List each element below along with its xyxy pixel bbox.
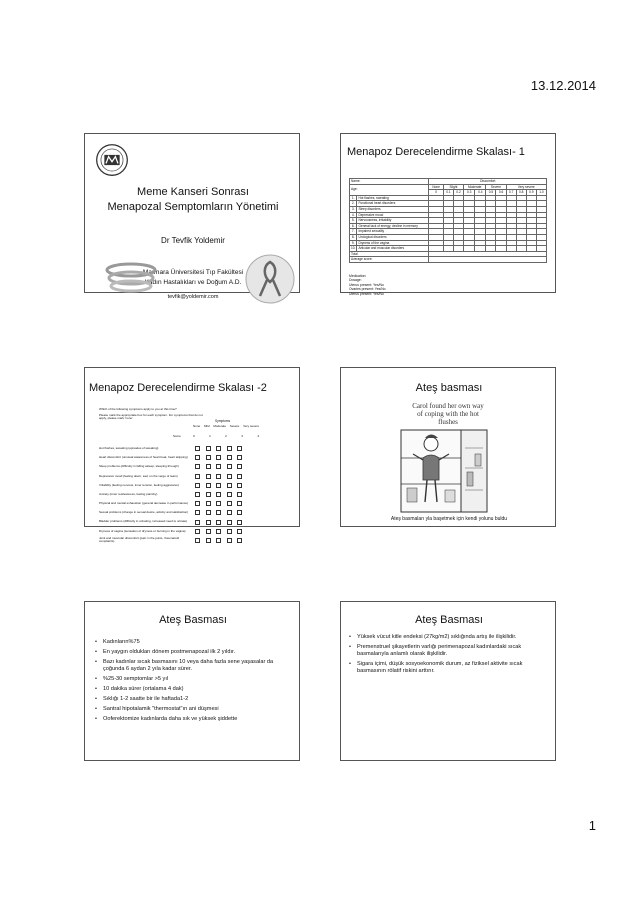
symptom-text: Depressive mood xyxy=(357,212,429,218)
awareness-ribbon-logo xyxy=(243,252,297,306)
slide-4-caption: Ateş basmaları yla başetmek için kendi yolunu buldu xyxy=(390,516,508,522)
answer-checkboxes xyxy=(195,501,242,506)
column-label: Mild xyxy=(203,424,210,428)
slide-1-title xyxy=(84,133,300,300)
symptom-text: Sleep disorders xyxy=(357,206,429,212)
name-label: Name: xyxy=(350,179,429,185)
average-value xyxy=(429,257,547,263)
answer-checkbox[interactable] xyxy=(216,520,221,525)
symptom-number: 5. xyxy=(350,218,357,224)
footer-line: Uterus present: Yes/No xyxy=(349,291,384,296)
question-item-text: Joint and muscular discomfort (pain in the joints, rheumatoid complaints) xyxy=(99,536,180,544)
slide-4-title: Ateş basması xyxy=(415,382,483,394)
score-value: 4 xyxy=(257,434,259,438)
average-label: Average score: xyxy=(350,257,429,263)
answer-checkbox[interactable] xyxy=(237,464,242,469)
print-date: 13.12.2014 xyxy=(530,78,596,93)
question-item-text: Anxiety (inner restlessness, feeling panicky) xyxy=(99,491,158,496)
symptom-number: 10. xyxy=(351,246,356,251)
list-item xyxy=(99,481,265,490)
symptom-text: Hot flashes, sweating xyxy=(357,195,429,201)
scale-value: 1.0 xyxy=(536,190,546,196)
answer-checkbox[interactable] xyxy=(227,510,232,515)
severity-columns xyxy=(193,424,259,428)
answer-checkbox[interactable] xyxy=(206,446,211,451)
scale-value: 0.7 xyxy=(506,190,516,196)
answer-checkboxes xyxy=(195,520,242,525)
answer-checkbox[interactable] xyxy=(206,492,211,497)
slide-6-risk-factors xyxy=(340,601,556,761)
answer-checkbox[interactable] xyxy=(195,510,200,515)
slide-1-title-text xyxy=(85,185,301,215)
answer-checkboxes xyxy=(195,446,242,451)
answer-checkbox[interactable] xyxy=(237,474,242,479)
answer-checkbox[interactable] xyxy=(227,529,232,534)
answer-checkbox[interactable] xyxy=(206,510,211,515)
answer-checkbox[interactable] xyxy=(195,529,200,534)
answer-checkboxes xyxy=(195,474,242,479)
list-item xyxy=(99,527,265,536)
score-values xyxy=(193,434,259,438)
question-item-text: Dryness of vagina (sensation of dryness or burning in the vagina) xyxy=(99,528,186,533)
answer-checkbox[interactable] xyxy=(195,446,200,451)
question-item-text: Sleep problems (difficulty in falling asleep, sleeping through) xyxy=(99,464,179,469)
answer-checkbox[interactable] xyxy=(237,501,242,506)
slide-5-hot-flash-facts xyxy=(84,601,300,761)
scale-value: 0.6 xyxy=(496,190,506,196)
score-value: 1 xyxy=(209,434,211,438)
answer-checkbox[interactable] xyxy=(227,446,232,451)
answer-checkbox[interactable] xyxy=(206,455,211,460)
answer-checkbox[interactable] xyxy=(216,529,221,534)
answer-checkbox[interactable] xyxy=(237,520,242,525)
total-label: Total xyxy=(350,251,429,257)
symptom-number: 7. xyxy=(350,229,357,235)
list-item: • Sigara içimi, düşük sosyoekonomik durum, az fiziksel aktivite sıcak basmasının rölatif riskini arttırır. xyxy=(349,661,549,675)
question-item-text: Depressive mood (feeling down, sad, on the verge of tears) xyxy=(99,473,178,478)
scale-value: 0.1 xyxy=(443,190,453,196)
answer-checkboxes xyxy=(195,538,242,543)
symptom-number: 9. xyxy=(350,240,357,246)
list-item: • Bazı kadınlar sıcak basmasını 10 veya daha fazla sene yaşasalar da çoğunda 6 aydan 2 yıla kadar sürer. xyxy=(95,659,295,673)
list-item xyxy=(99,508,265,517)
list-item xyxy=(99,518,265,527)
answer-checkbox[interactable] xyxy=(227,501,232,506)
answer-checkbox[interactable] xyxy=(206,501,211,506)
list-item: • 10 dakika sürer (ortalama 4 dak) xyxy=(95,686,295,693)
author-email: tevfik@yoldemir.com xyxy=(167,294,219,300)
scale-value: 0.4 xyxy=(475,190,486,196)
table-row xyxy=(350,257,547,263)
page-number: 1 xyxy=(588,818,596,833)
slide-2-title: Menapoz Derecelendirme Skalası- 1 xyxy=(347,146,525,158)
answer-checkbox[interactable] xyxy=(216,510,221,515)
severity-label: Moderate xyxy=(464,184,486,190)
column-label: Very severe xyxy=(243,424,259,428)
answer-checkboxes xyxy=(195,464,242,469)
answer-checkbox[interactable] xyxy=(227,464,232,469)
answer-checkboxes xyxy=(195,510,242,515)
list-item: • Sıklığı 1-2 saatte bir ile haftada1-2 xyxy=(95,696,295,703)
answer-checkbox[interactable] xyxy=(206,464,211,469)
answer-checkbox[interactable] xyxy=(227,455,232,460)
symptom-text: Impaired sexuality xyxy=(357,229,429,235)
severity-label: None xyxy=(429,184,443,190)
symptom-text: Articular and muscular disorders xyxy=(357,246,429,252)
symptom-number: 3. xyxy=(350,206,357,212)
footer-line: Medication: xyxy=(349,274,367,278)
question-item-text: Physical and mental exhaustion (general decrease in performance) xyxy=(99,501,189,506)
answer-checkbox[interactable] xyxy=(227,520,232,525)
answer-checkbox[interactable] xyxy=(195,538,200,543)
list-item: • En yaygın oldukları dönem postmenapozal ilk 2 yıldır. xyxy=(95,649,295,656)
answer-checkbox[interactable] xyxy=(237,538,242,543)
answer-checkboxes xyxy=(195,483,242,488)
symptom-number: 8. xyxy=(350,234,357,240)
list-item: • Kadınların%75 xyxy=(95,639,295,646)
discomfort-header: Discomfort xyxy=(429,179,547,185)
answer-checkbox[interactable] xyxy=(227,483,232,488)
fridge-cartoon-illustration xyxy=(381,398,515,516)
column-label: Moderate xyxy=(213,424,226,428)
score-value: 0 xyxy=(193,434,195,438)
answer-checkbox[interactable] xyxy=(216,483,221,488)
list-item: • Yüksek vücut kitle endeksi (27kg/m2) sıklığında artış ile ilişkilidir. xyxy=(349,634,549,641)
list-item xyxy=(99,490,265,499)
symptom-number: 6. xyxy=(350,223,357,229)
scale-value: 0.3 xyxy=(464,190,475,196)
list-item: • Ooferektomize kadınlarda daha sık ve yüksek şiddette xyxy=(95,716,295,723)
severity-label: Slight xyxy=(443,184,463,190)
institution-line-2: Kadın Hastalıkları ve Doğum A.D. xyxy=(144,279,242,286)
question-item-text: Heart discomfort (unusual awareness of heart beat, heart skipping) xyxy=(99,455,188,460)
question-item-text: Sexual problems (change in sexual desire, activity and satisfaction) xyxy=(99,510,189,515)
answer-checkbox[interactable] xyxy=(237,510,242,515)
answer-checkbox[interactable] xyxy=(227,474,232,479)
answer-checkbox[interactable] xyxy=(216,446,221,451)
symptom-text: Functional heart disorders xyxy=(357,201,429,207)
answer-checkbox[interactable] xyxy=(195,474,200,479)
answer-checkbox[interactable] xyxy=(206,483,211,488)
symptom-number: 2. xyxy=(350,201,357,207)
author-name: Dr Tevfik Yoldemir xyxy=(161,236,225,245)
symptom-number: 4. xyxy=(350,212,357,218)
list-item xyxy=(99,472,265,481)
answer-checkbox[interactable] xyxy=(206,538,211,543)
answer-checkbox[interactable] xyxy=(195,520,200,525)
symptoms-header: Symptoms xyxy=(215,419,231,423)
symptom-text: Dryness of the vagina xyxy=(357,240,429,246)
list-item xyxy=(99,444,265,453)
list-item: • Santral hipotalamik "thermostat"ın ani düşmesi xyxy=(95,706,295,713)
slide-6-title: Ateş Basması xyxy=(415,614,483,626)
symptom-text: Nervousness, irritability xyxy=(357,218,429,224)
list-item xyxy=(99,536,265,545)
answer-checkbox[interactable] xyxy=(195,455,200,460)
answer-checkbox[interactable] xyxy=(227,538,232,543)
cartoon-caption-line: of coping with the hot xyxy=(417,410,479,418)
answer-checkbox[interactable] xyxy=(206,520,211,525)
scale-footer xyxy=(349,274,386,296)
list-item: • Premenstruel şikayetlerin varlığı perimenapozal kadınlardaki sıcak basmalarıyla anlamlı olarak ilişkilidir. xyxy=(349,644,549,658)
answer-checkboxes xyxy=(195,492,242,497)
scale-value: 0.9 xyxy=(526,190,536,196)
question-item-text: Irritability (feeling nervous, inner tension, feeling aggressive) xyxy=(99,482,179,487)
answer-checkbox[interactable] xyxy=(227,492,232,497)
answer-checkbox[interactable] xyxy=(216,474,221,479)
symptom-text: General lack of energy, decline in memory xyxy=(357,223,429,229)
score-value: 3 xyxy=(241,434,243,438)
footer-line: Ovaries present: Yes/No xyxy=(349,287,386,292)
symptom-number: 1. xyxy=(350,195,357,201)
answer-checkbox[interactable] xyxy=(216,538,221,543)
questionnaire-header xyxy=(99,408,209,421)
age-label: Age: xyxy=(350,184,429,195)
slide-3-title: Menapoz Derecelendirme Skalası -2 xyxy=(89,382,267,394)
list-item xyxy=(99,453,265,462)
answer-checkbox[interactable] xyxy=(216,492,221,497)
slide-5-title: Ateş Basması xyxy=(159,614,227,626)
slide-6-bullet-list xyxy=(349,634,549,678)
question-item-text: Bladder problems (difficulty in urinating, increased need to urinate) xyxy=(99,519,188,524)
scale-value: 0.8 xyxy=(516,190,526,196)
questionnaire-rows xyxy=(99,444,265,545)
menopause-rating-table xyxy=(349,178,547,263)
answer-checkbox[interactable] xyxy=(216,455,221,460)
answer-checkbox[interactable] xyxy=(237,446,242,451)
answer-checkbox[interactable] xyxy=(195,483,200,488)
column-label: None xyxy=(193,424,201,428)
answer-checkbox[interactable] xyxy=(195,501,200,506)
slide-3-questionnaire xyxy=(84,367,300,544)
scale-value: 0 xyxy=(429,190,443,196)
list-item: • %25-30 semptomlar >5 yıl xyxy=(95,676,295,683)
score-label: Score xyxy=(173,434,181,438)
institution-line-1: Marmara Üniversitesi Tıp Fakültesi xyxy=(142,269,244,276)
instruction-text: Please mark the appropriate box for each symptom. For symptoms that do not apply, please mark 'none'. xyxy=(99,412,203,421)
answer-checkbox[interactable] xyxy=(195,464,200,469)
footer-line: Uterus present: Yes/No xyxy=(349,282,384,287)
footer-line: Dosage: xyxy=(349,278,362,283)
answer-checkbox[interactable] xyxy=(216,501,221,506)
cartoon-caption-line: Carol found her own way xyxy=(412,402,484,410)
scale-value: 0.5 xyxy=(486,190,496,196)
symptom-rows xyxy=(350,195,547,251)
slide-2-rating-scale xyxy=(340,133,556,296)
slide-4-cartoon xyxy=(340,367,556,527)
answer-checkboxes xyxy=(195,529,242,534)
question-item-text: Hot flushes, sweating (episodes of sweating) xyxy=(99,445,159,450)
answer-checkbox[interactable] xyxy=(216,464,221,469)
list-item xyxy=(99,462,265,471)
severity-label: Very severe xyxy=(506,184,546,190)
answer-checkbox[interactable] xyxy=(237,492,242,497)
answer-checkbox[interactable] xyxy=(195,492,200,497)
title-line-1: Meme Kanseri Sonrası xyxy=(137,186,249,198)
severity-label: Severe xyxy=(486,184,506,190)
answer-checkbox[interactable] xyxy=(237,455,242,460)
decorative-swirl-icon xyxy=(105,260,157,294)
title-line-2: Menapozal Semptomların Yönetimi xyxy=(107,201,279,213)
answer-checkbox[interactable] xyxy=(206,529,211,534)
symptom-text: Urological disorders xyxy=(357,234,429,240)
list-item xyxy=(99,499,265,508)
score-value: 2 xyxy=(225,434,227,438)
slide-5-bullet-list xyxy=(95,639,295,726)
university-seal-logo xyxy=(95,143,129,177)
answer-checkboxes xyxy=(195,455,242,460)
scale-value: 0.2 xyxy=(453,190,463,196)
answer-checkbox[interactable] xyxy=(237,483,242,488)
answer-checkbox[interactable] xyxy=(206,474,211,479)
question-text: Which of the following symptoms apply to you at this time? xyxy=(99,407,177,411)
answer-checkbox[interactable] xyxy=(237,529,242,534)
cartoon-caption-line: flushes xyxy=(438,418,458,426)
column-label: Severe xyxy=(229,424,240,428)
